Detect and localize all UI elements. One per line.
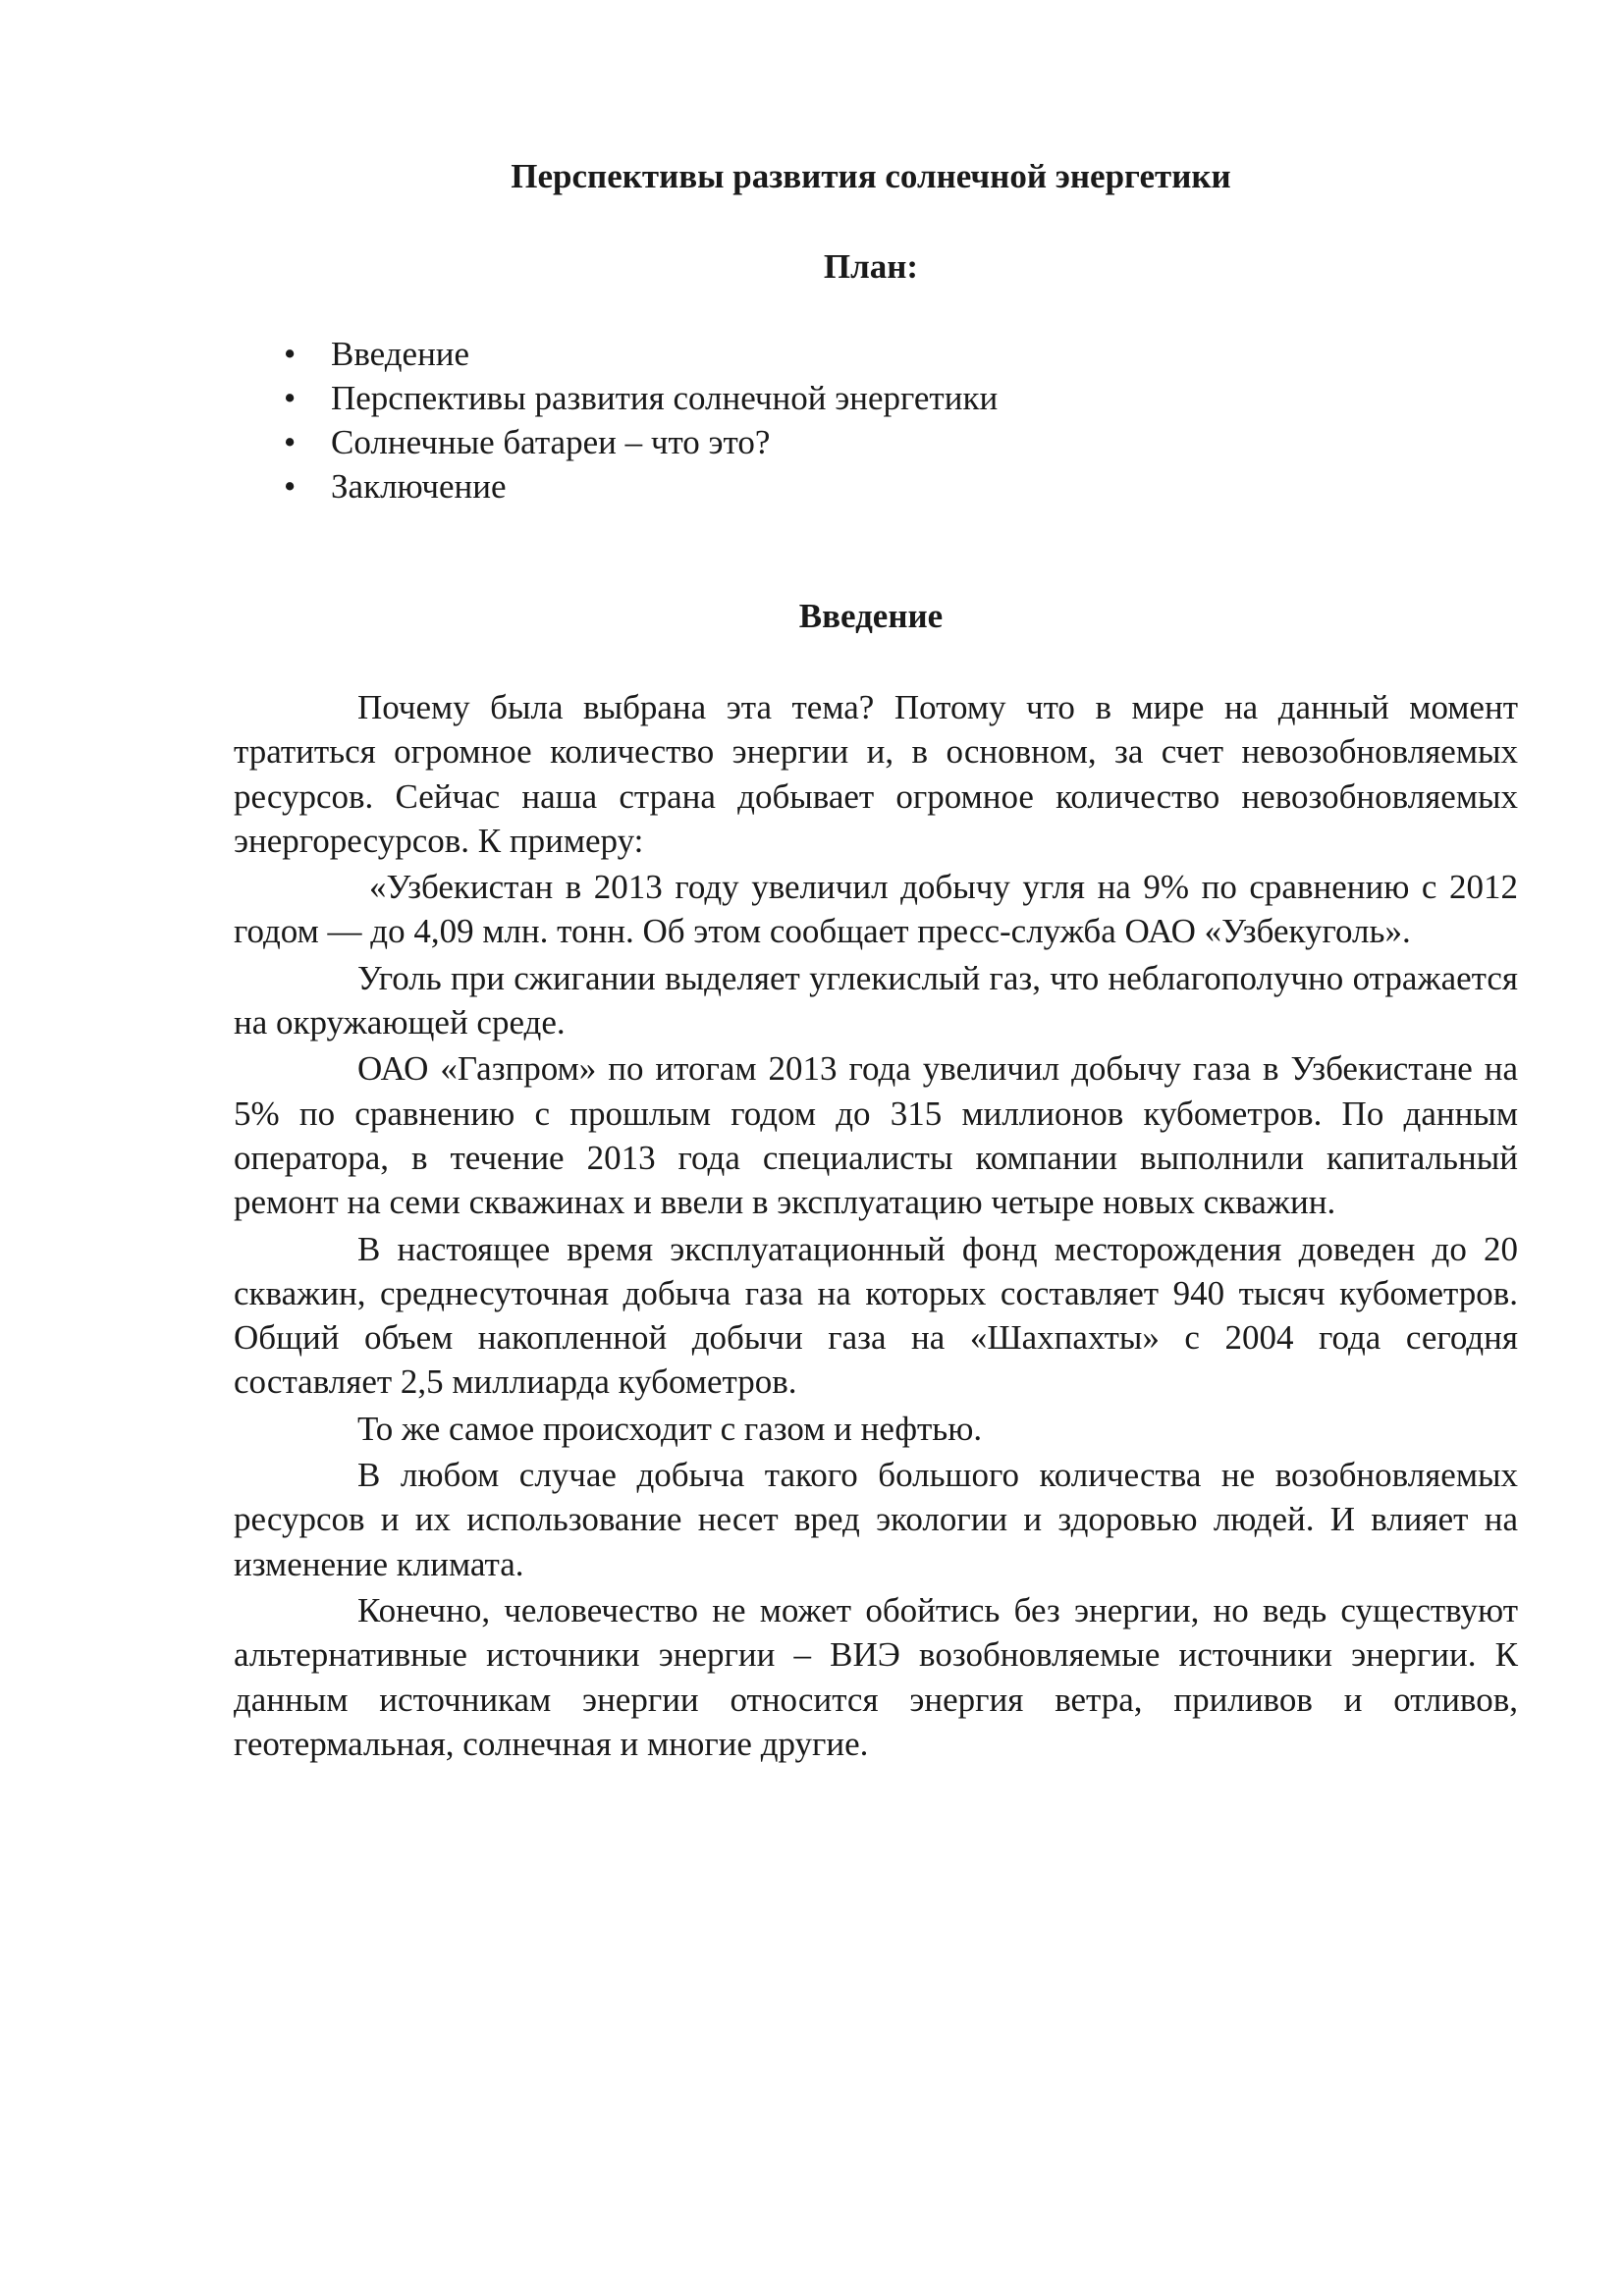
paragraph: Уголь при сжигании выделяет углекислый газ, что неблагополучно отражается на окружающей среде. [234, 958, 1518, 1042]
paragraph: В любом случае добыча такого большого количества не возобновляемых ресурсов и их использование несет вред экологии и здоровью людей. И влияет на изменение климата. [234, 1456, 1518, 1583]
plan-list-item [280, 376, 998, 420]
plan-heading: План: [823, 247, 919, 286]
quote-paragraph: «Узбекистан в 2013 году увеличил добычу угля на 9% по сравнению с 2012 годом — до 4,09 млн. тонн. Об этом сообщает пресс-служба ОАО «Узбекуголь». [234, 868, 1518, 951]
paragraph: То же самое происходит с газом и нефтью. [357, 1409, 983, 1448]
bullet-icon: • [284, 467, 297, 506]
plan-list-item [280, 464, 998, 508]
bullet-icon: • [284, 423, 297, 461]
section-heading-introduction: Введение [798, 597, 944, 635]
plan-item-text: Солнечные батареи – что это? [331, 423, 771, 461]
body-text [234, 685, 1518, 1766]
document-title: Перспективы развития солнечной энергетики [511, 157, 1231, 195]
bullet-icon: • [284, 335, 297, 373]
bullet-icon: • [284, 379, 297, 417]
plan-item-text: Перспективы развития солнечной энергетики [331, 379, 999, 417]
paragraph: Почему была выбрана эта тема? Потому что в мире на данный момент тратиться огромное количество энергии и, в основном, за счет невозобновляемых ресурсов. Сейчас наша страна добывает огромное количество невозобновляемых энергоресурсов. К примеру: [234, 688, 1518, 860]
paragraph: ОАО «Газпром» по итогам 2013 года увеличил добычу газа в Узбекистане на 5% по сравнению с прошлым годом до 315 миллионов кубометров. По данным оператора, в течение 2013 года специалисты компании выполнили капитальный ремонт на семи скважинах и ввели в эксплуатацию четыре новых скважин. [234, 1049, 1518, 1222]
plan-item-text: Введение [331, 335, 470, 373]
plan-item-text: Заключение [331, 467, 507, 506]
plan-list-item [280, 420, 998, 464]
plan-list-item [280, 332, 998, 376]
plan-list [280, 332, 998, 508]
paragraph: В настоящее время эксплуатационный фонд месторождения доведен до 20 скважин, среднесуточная добыча газа на которых составляет 940 тысяч кубометров. Общий объем накопленной добычи газа на «Шахпахты» с 2004 года сегодня составляет 2,5 миллиарда кубометров. [234, 1229, 1518, 1402]
paragraph: Конечно, человечество не может обойтись без энергии, но ведь существуют альтернативные источники энергии – ВИЭ возобновляемые источники энергии. К данным источникам энергии относится энергия ветра, приливов и отливов, геотермальная, солнечная и многие другие. [234, 1590, 1518, 1763]
